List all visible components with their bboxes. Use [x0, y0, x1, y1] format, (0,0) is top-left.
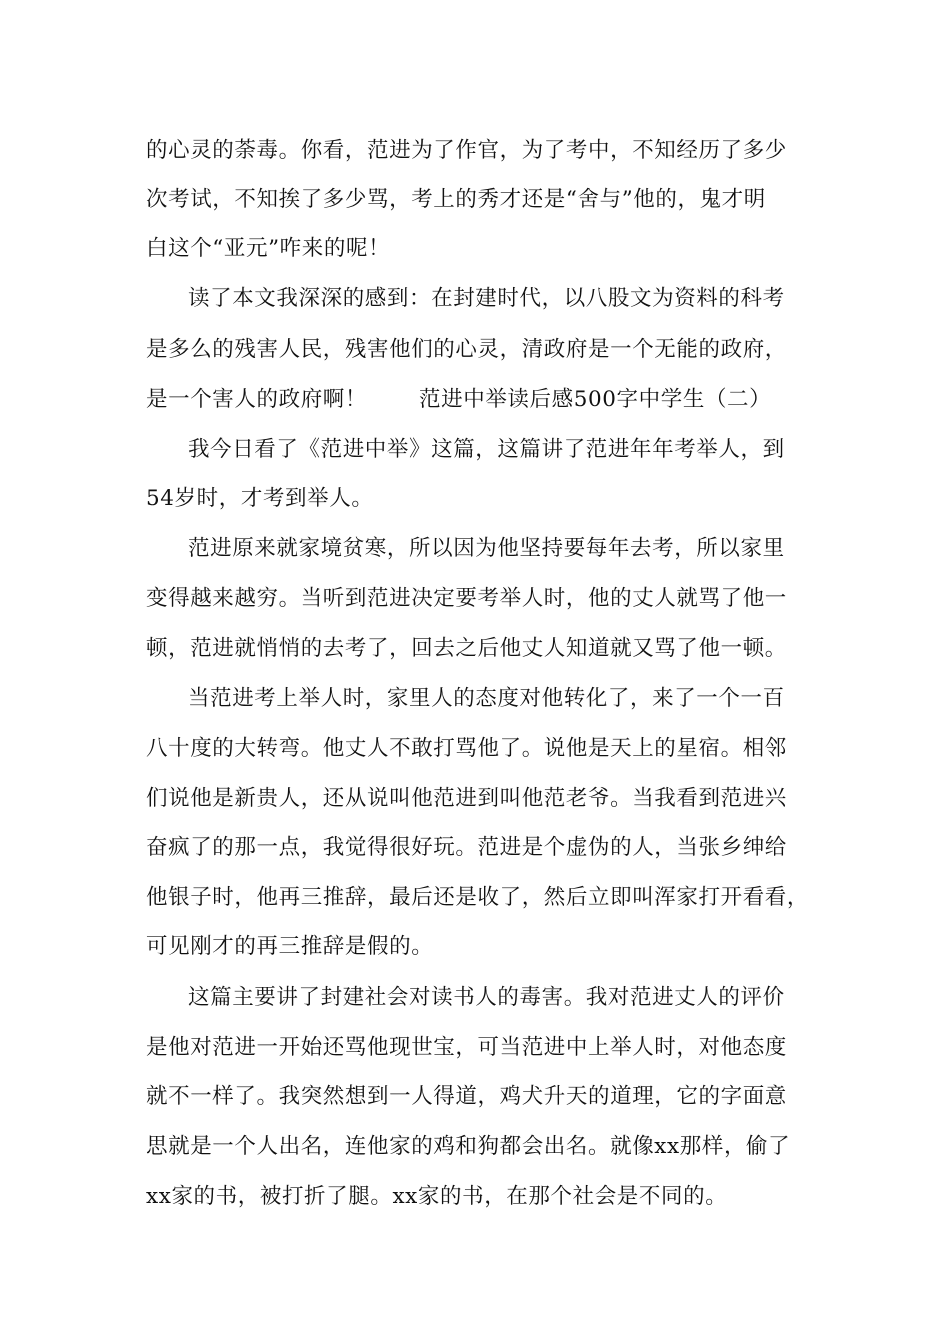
text-line: 他银子时，他再三推辞，最后还是收了，然后立即叫浑家打开看看， [146, 885, 810, 910]
text-line: 们说他是新贵人，还从说叫他范进到叫他范老爷。当我看到范进兴 [146, 786, 787, 811]
text-line: 白这个“亚元”咋来的呢！ [146, 236, 391, 261]
text-line: 变得越来越穷。当听到范进决定要考举人时，他的丈人就骂了他一 [146, 586, 787, 611]
text-segment: 是一个害人的政府啊！ [146, 387, 368, 412]
text-line: 54岁时，才考到举人。 [146, 486, 374, 511]
text-line: 范进原来就家境贫寒，所以因为他坚持要每年去考，所以家里 [188, 536, 785, 561]
text-line: 是多么的残害人民，残害他们的心灵，清政府是一个无能的政府， [146, 337, 787, 362]
text-line-with-heading [146, 386, 826, 414]
text-line: 当范进考上举人时，家里人的态度对他转化了，来了一个一百 [188, 686, 785, 711]
section-heading: 范进中举读后感500字中学生（二） [419, 387, 772, 412]
text-line: 的心灵的荼毒。你看，范进为了作官，为了考中，不知经历了多少 [146, 138, 787, 163]
text-line: 奋疯了的那一点，我觉得很好玩。范进是个虚伪的人，当张乡绅给 [146, 835, 787, 860]
text-line: 这篇主要讲了封建社会对读书人的毒害。我对范进丈人的评价 [188, 985, 785, 1010]
text-line: 思就是一个人出名，连他家的鸡和狗都会出名。就像xx那样，偷了 [146, 1134, 791, 1159]
text-line: xx家的书，被打折了腿。xx家的书，在那个社会是不同的。 [146, 1184, 728, 1209]
text-line: 次考试，不知挨了多少骂，考上的秀才还是“舍与”他的，鬼才明 [146, 187, 766, 212]
text-line: 我今日看了《范进中举》这篇，这篇讲了范进年年考举人，到 [188, 437, 785, 462]
text-line: 就不一样了。我突然想到一人得道，鸡犬升天的道理，它的字面意 [146, 1084, 787, 1109]
text-line: 八十度的大转弯。他丈人不敢打骂他了。说他是天上的星宿。相邻 [146, 736, 787, 761]
text-line: 读了本文我深深的感到：在封建时代，以八股文为资料的科考 [188, 286, 785, 311]
text-line: 可见刚才的再三推辞是假的。 [146, 934, 434, 959]
text-line: 顿，范进就悄悄的去考了，回去之后他丈人知道就又骂了他一顿。 [146, 636, 787, 661]
text-line: 是他对范进一开始还骂他现世宝，可当范进中上举人时，对他态度 [146, 1035, 787, 1060]
